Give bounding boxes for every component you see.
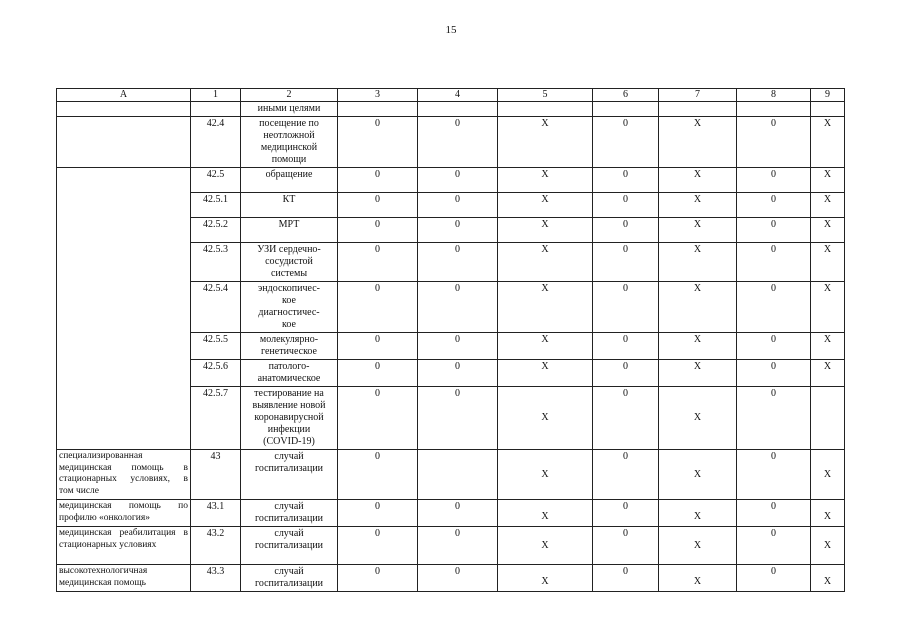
value-cell: 0 [737,193,811,218]
value-cell: 0 [593,333,659,360]
value-cell: 0 [593,450,659,500]
header-cell: 3 [338,89,418,102]
indicator-cell: патолого- анатомическое [241,360,338,387]
table-row [57,168,845,193]
row-number-cell: 42.5 [191,168,241,193]
value-cell: Х [498,527,593,565]
value-cell: Х [811,193,845,218]
value-cell: 0 [338,360,418,387]
value-cell: Х [659,168,737,193]
value-cell: 0 [737,500,811,527]
value-cell: Х [811,218,845,243]
value-cell: 0 [737,360,811,387]
indicator-cell: случай госпитализации [241,527,338,565]
row-number-cell [191,102,241,117]
value-cell: Х [498,360,593,387]
value-cell: 0 [593,168,659,193]
value-cell: 0 [338,193,418,218]
value-cell: Х [659,387,737,450]
indicator-cell: КТ [241,193,338,218]
header-cell: 7 [659,89,737,102]
value-cell: Х [659,117,737,168]
indicator-cell: МРТ [241,218,338,243]
value-cell: 0 [418,193,498,218]
value-cell [737,102,811,117]
value-cell: 0 [593,218,659,243]
value-cell: Х [659,527,737,565]
value-cell: Х [659,193,737,218]
section-text-last: профилю «онкология» [59,512,150,523]
value-cell: 0 [338,565,418,592]
value-cell [811,102,845,117]
indicator-cell: посещение по неотложной медицинской помощи [241,117,338,168]
value-cell: Х [498,450,593,500]
value-cell: Х [659,450,737,500]
value-cell: Х [498,193,593,218]
value-cell: 0 [418,117,498,168]
row-number-cell: 42.5.6 [191,360,241,387]
indicator-cell: УЗИ сердечно- сосудистой системы [241,243,338,282]
indicator-cell: тестирование на выявление новой коронавирусной инфекции (COVID-19) [241,387,338,450]
value-cell: Х [498,282,593,333]
header-cell: 2 [241,89,338,102]
row-number-cell: 43.2 [191,527,241,565]
page-number: 15 [445,24,457,36]
value-cell: Х [811,333,845,360]
value-cell: 0 [418,565,498,592]
row-number-cell: 42.5.7 [191,387,241,450]
section-cell [57,450,191,500]
value-cell: 0 [338,117,418,168]
value-cell: Х [659,218,737,243]
value-cell: Х [811,500,845,527]
section-text: медицинская помощь по [59,501,188,511]
value-cell: Х [498,218,593,243]
value-cell: 0 [737,387,811,450]
value-cell [498,102,593,117]
header-cell: 4 [418,89,498,102]
value-cell: 0 [593,387,659,450]
value-cell: 0 [737,527,811,565]
value-cell: Х [498,387,593,450]
header-cell: 8 [737,89,811,102]
value-cell: 0 [593,282,659,333]
value-cell: 0 [338,527,418,565]
section-cell [57,527,191,565]
value-cell: Х [811,565,845,592]
value-cell: 0 [338,450,418,500]
value-cell: 0 [737,565,811,592]
row-number-cell: 42.5.4 [191,282,241,333]
table-row [57,527,845,565]
value-cell: 0 [418,387,498,450]
indicator-cell: случай госпитализации [241,450,338,500]
row-number-cell: 42.5.1 [191,193,241,218]
row-number-cell: 43 [191,450,241,500]
value-cell: 0 [737,168,811,193]
header-cell: А [57,89,191,102]
value-cell: 0 [593,527,659,565]
value-cell [593,102,659,117]
value-cell: Х [498,117,593,168]
value-cell: 0 [418,333,498,360]
header-cell: 5 [498,89,593,102]
row-number-cell: 42.5.5 [191,333,241,360]
header-row [57,89,845,102]
row-number-cell: 42.5.3 [191,243,241,282]
value-cell: 0 [418,500,498,527]
value-cell [659,102,737,117]
indicator-cell: случай госпитализации [241,500,338,527]
value-cell: Х [498,565,593,592]
value-cell: 0 [338,387,418,450]
value-cell [418,450,498,500]
section-cell [57,565,191,592]
value-cell: Х [811,450,845,500]
value-cell: 0 [737,282,811,333]
value-cell: 0 [593,360,659,387]
section-text-last: медицинская помощь [59,577,146,588]
value-cell: 0 [418,527,498,565]
section-text: высокотехнологичная [59,566,148,576]
value-cell: Х [659,333,737,360]
table-row [57,450,845,500]
value-cell: 0 [338,282,418,333]
value-cell: Х [659,282,737,333]
value-cell: Х [659,500,737,527]
value-cell: 0 [737,117,811,168]
indicator-cell: эндоскопичес- кое диагностичес- кое [241,282,338,333]
value-cell: Х [659,243,737,282]
value-cell: Х [811,117,845,168]
value-cell: 0 [737,333,811,360]
value-cell: 0 [418,218,498,243]
header-cell: 9 [811,89,845,102]
value-cell: Х [659,565,737,592]
value-cell: Х [811,282,845,333]
value-cell: 0 [338,243,418,282]
row-number-cell: 43.1 [191,500,241,527]
section-text: специализированная медицинская помощь в стационарных условиях, в [59,451,188,484]
value-cell: Х [498,333,593,360]
table-row [57,500,845,527]
value-cell: Х [811,168,845,193]
section-text-last: стационарных условиях [59,539,157,550]
header-cell: 1 [191,89,241,102]
indicator-cell: случай госпитализации [241,565,338,592]
value-cell [811,387,845,450]
value-cell: 0 [338,218,418,243]
value-cell: 0 [593,243,659,282]
value-cell: Х [811,360,845,387]
value-cell: 0 [418,243,498,282]
data-table [56,88,845,592]
value-cell: 0 [418,360,498,387]
indicator-cell: иными целями [241,102,338,117]
table-row [57,565,845,592]
table-row [57,117,845,168]
value-cell: 0 [737,450,811,500]
indicator-cell: молекулярно- генетическое [241,333,338,360]
value-cell: 0 [593,193,659,218]
value-cell: Х [811,243,845,282]
section-cell [57,102,191,117]
value-cell: Х [498,243,593,282]
section-text: медицинская реабилитация в [59,528,188,538]
value-cell: Х [498,168,593,193]
row-number-cell: 42.5.2 [191,218,241,243]
value-cell: 0 [593,117,659,168]
header-cell: 6 [593,89,659,102]
value-cell: 0 [737,218,811,243]
value-cell: 0 [338,333,418,360]
value-cell: Х [659,360,737,387]
section-cell [57,168,191,450]
value-cell: 0 [418,282,498,333]
value-cell: 0 [593,565,659,592]
value-cell: 0 [338,168,418,193]
value-cell: 0 [737,243,811,282]
value-cell: 0 [338,500,418,527]
indicator-cell: обращение [241,168,338,193]
value-cell: Х [498,500,593,527]
section-cell [57,117,191,168]
section-text-last: том числе [59,485,100,496]
value-cell [338,102,418,117]
row-number-cell: 42.4 [191,117,241,168]
table-row [57,102,845,117]
value-cell: 0 [593,500,659,527]
row-number-cell: 43.3 [191,565,241,592]
section-cell [57,500,191,527]
value-cell [418,102,498,117]
value-cell: Х [811,527,845,565]
value-cell: 0 [418,168,498,193]
